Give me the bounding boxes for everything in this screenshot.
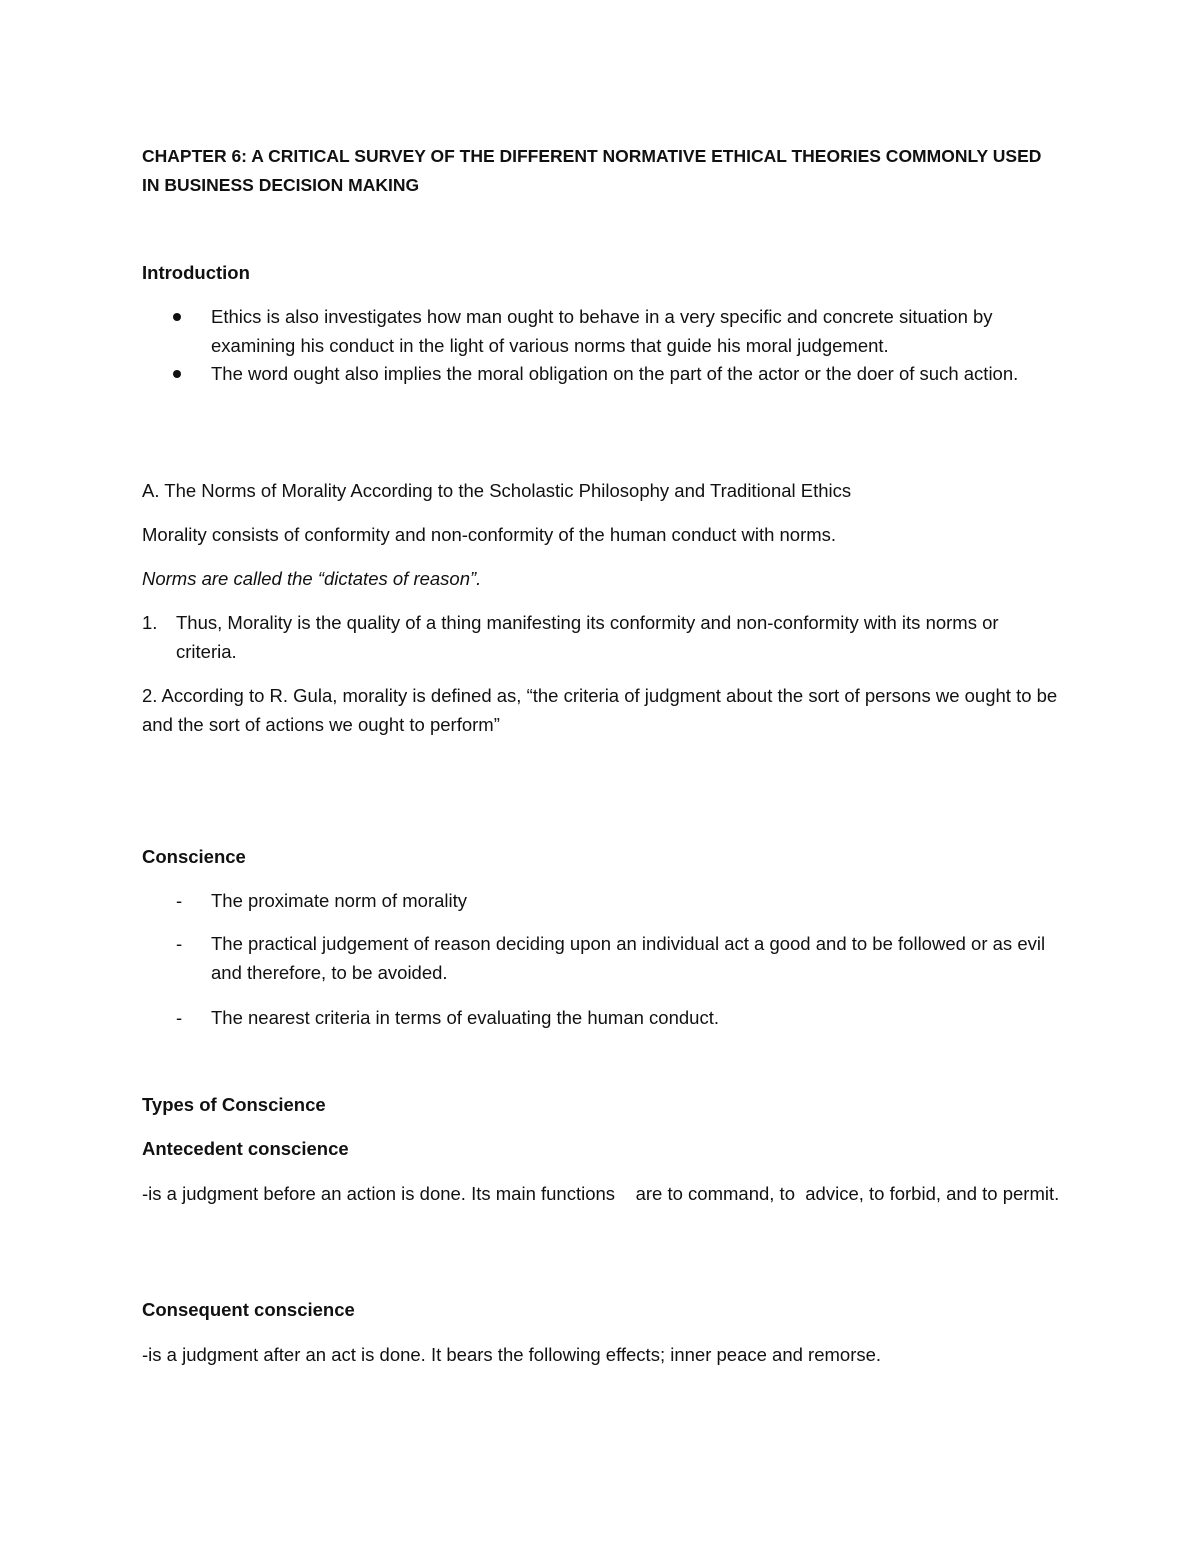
norms-point-two: 2. According to R. Gula, morality is defined as, “the criteria of judgment about the sort of persons we ought to be and the sort of actions we ought to perform” [142, 685, 1058, 735]
norms-italic-note: Norms are called the “dictates of reason”. [142, 568, 482, 589]
bullet-dot-icon [173, 370, 181, 378]
dash-marker: - [176, 933, 183, 954]
dash-item-text: The practical judgement of reason deciding upon an individual act a good and to be followed or as evil and therefore, to be avoided. [211, 933, 1046, 983]
introduction-heading: Introduction [142, 262, 250, 283]
bullet-text: The word ought also implies the moral obligation on the part of the actor or the doer of such action. [211, 363, 1019, 384]
consequent-heading: Consequent conscience [142, 1299, 355, 1320]
dash-marker: - [176, 1007, 183, 1028]
list-number: 1. [142, 612, 158, 633]
consequent-text: -is a judgment after an act is done. It bears the following effects; inner peace and remorse. [142, 1344, 882, 1365]
bullet-dot-icon [173, 313, 181, 321]
list-item [142, 359, 1062, 388]
antecedent-heading: Antecedent conscience [142, 1138, 349, 1159]
bullet-text: Ethics is also investigates how man ought to behave in a very specific and concrete situation by examining his conduct in the light of various norms that guide his moral judgement. [211, 306, 993, 356]
list-item [142, 929, 1062, 987]
norms-heading: A. The Norms of Morality According to the Scholastic Philosophy and Traditional Ethics [142, 480, 852, 501]
list-item [142, 1003, 1062, 1032]
chapter-title: CHAPTER 6: A CRITICAL SURVEY OF THE DIFFERENT NORMATIVE ETHICAL THEORIES COMMONLY USED IN BUSINESS DECISION MAKING [142, 146, 1042, 195]
dash-item-text: The nearest criteria in terms of evaluating the human conduct. [211, 1007, 719, 1028]
norms-paragraph: Morality consists of conformity and non-conformity of the human conduct with norms. [142, 524, 837, 545]
dash-marker: - [176, 890, 183, 911]
list-item [142, 886, 1062, 915]
numbered-item-text: Thus, Morality is the quality of a thing manifesting its conformity and non-conformity with its norms or criteria. [176, 612, 999, 662]
conscience-heading: Conscience [142, 846, 246, 867]
numbered-item [142, 608, 1062, 666]
types-heading: Types of Conscience [142, 1094, 326, 1115]
antecedent-text: -is a judgment before an action is done. Its main functions are to command, to advice, to forbid, and to permit. [142, 1183, 1060, 1204]
list-item [142, 302, 1062, 360]
dash-item-text: The proximate norm of morality [211, 890, 468, 911]
